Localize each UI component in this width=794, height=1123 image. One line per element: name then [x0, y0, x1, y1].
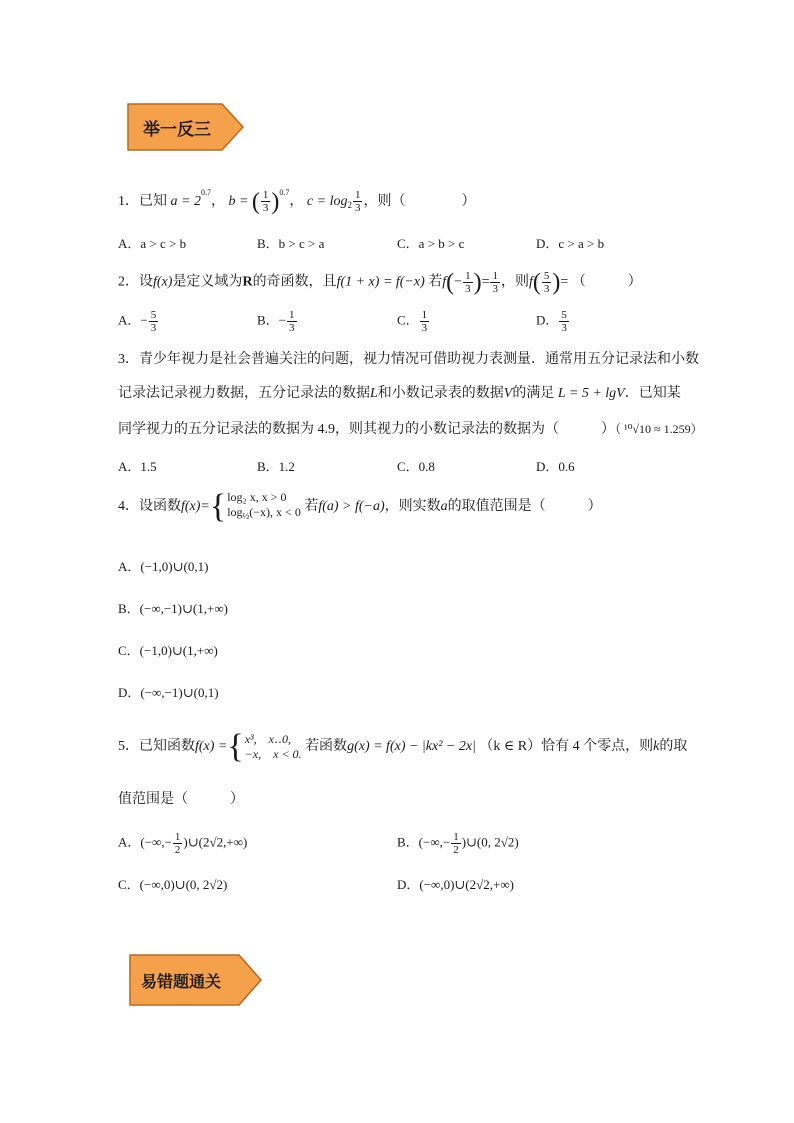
option-4b[interactable]: B．(−∞,−1)∪(1,+∞) [118, 601, 228, 616]
section-badge-common-mistakes [129, 954, 263, 1006]
option-2d[interactable]: D． $\frac{5}{3}$ [536, 309, 567, 334]
option-4d[interactable]: D．(−∞,−1)∪(0,1) [118, 685, 219, 700]
option-5b[interactable]: B．(−∞,− $\frac{1}{2}$ )∪(0, 2√2) [397, 831, 519, 856]
option-1a[interactable]: A．a > c > b [118, 236, 187, 251]
section-title: 举一反三 [143, 119, 211, 140]
option-2c[interactable]: C． $\frac{1}{3}$ [397, 309, 428, 334]
question-1: 1．已知 $a = 2^{0.7}$， b = ( $\frac{1}{3}$ )$^{0.7}$， $c = \log_2$ $\frac{1}{3}$ ，则（ ） [118, 188, 476, 215]
question-3-line-1: 3．青少年视力是社会普遍关注的问题，视力情况可借助视力表测量．通常用五分记录法和小数 [118, 352, 699, 367]
question-2: 2．设f(x)是定义域为R的奇函数，且f(1 + x) = f(−x) 若f(− $\frac{1}{3}$ )= $\frac{1}{3}$ ，则f( $\frac{5}{3}$ )= （ ） [118, 269, 642, 296]
question-5: 5．已知函数f(x) ={ x³, x‥0, −x, x < 0. 若函数g(x) = f(x) − |kx² − 2x| （k ∈ R）恰有 4 个零点，则k的取 [118, 728, 688, 765]
option-3a[interactable]: A．1.5 [118, 459, 157, 474]
option-5d[interactable]: D．(−∞,0)∪(2√2,+∞) [397, 877, 514, 892]
option-3d[interactable]: D．0.6 [536, 459, 575, 474]
option-2a[interactable]: A．− $\frac{5}{3}$ [118, 309, 157, 334]
section-badge-practice [127, 103, 245, 151]
question-4: 4．设函数f(x)={ log₂ x, x > 0 $\log_{\frac{1}{2}}(-x)$, x < 0 若f(a) > f(−a)，则实数a的取值范围是（ ） [118, 488, 602, 525]
option-3b[interactable]: B．1.2 [257, 459, 295, 474]
option-1c[interactable]: C．a > b > c [397, 236, 465, 251]
option-3c[interactable]: C．0.8 [397, 459, 435, 474]
option-4a[interactable]: A．(−1,0)∪(0,1) [118, 559, 209, 574]
option-1d[interactable]: D．c > a > b [536, 236, 605, 251]
option-2b[interactable]: B．− $\frac{1}{3}$ [257, 309, 295, 334]
option-1b[interactable]: B．b > c > a [257, 236, 325, 251]
option-5c[interactable]: C．(−∞,0)∪(0, 2√2) [118, 877, 228, 892]
section-title: 易错题通关 [141, 971, 222, 991]
option-4c[interactable]: C．(−1,0)∪(1,+∞) [118, 643, 218, 658]
option-5a[interactable]: A．(−∞,− $\frac{1}{2}$ )∪(2√2,+∞) [118, 831, 248, 856]
question-3-line-2: 记录法记录视力数据，五分记录法的数据L和小数记录表的数据V的满足 L = 5 + lgV．已知某 [118, 386, 681, 401]
question-3-line-3: 同学视力的五分记录法的数据为 4.9，则其视力的小数记录法的数据为（ ）（ ¹⁰√10 ≈ 1.259） [118, 422, 703, 437]
question-5-line-2: 值范围是（ ） [118, 792, 244, 807]
